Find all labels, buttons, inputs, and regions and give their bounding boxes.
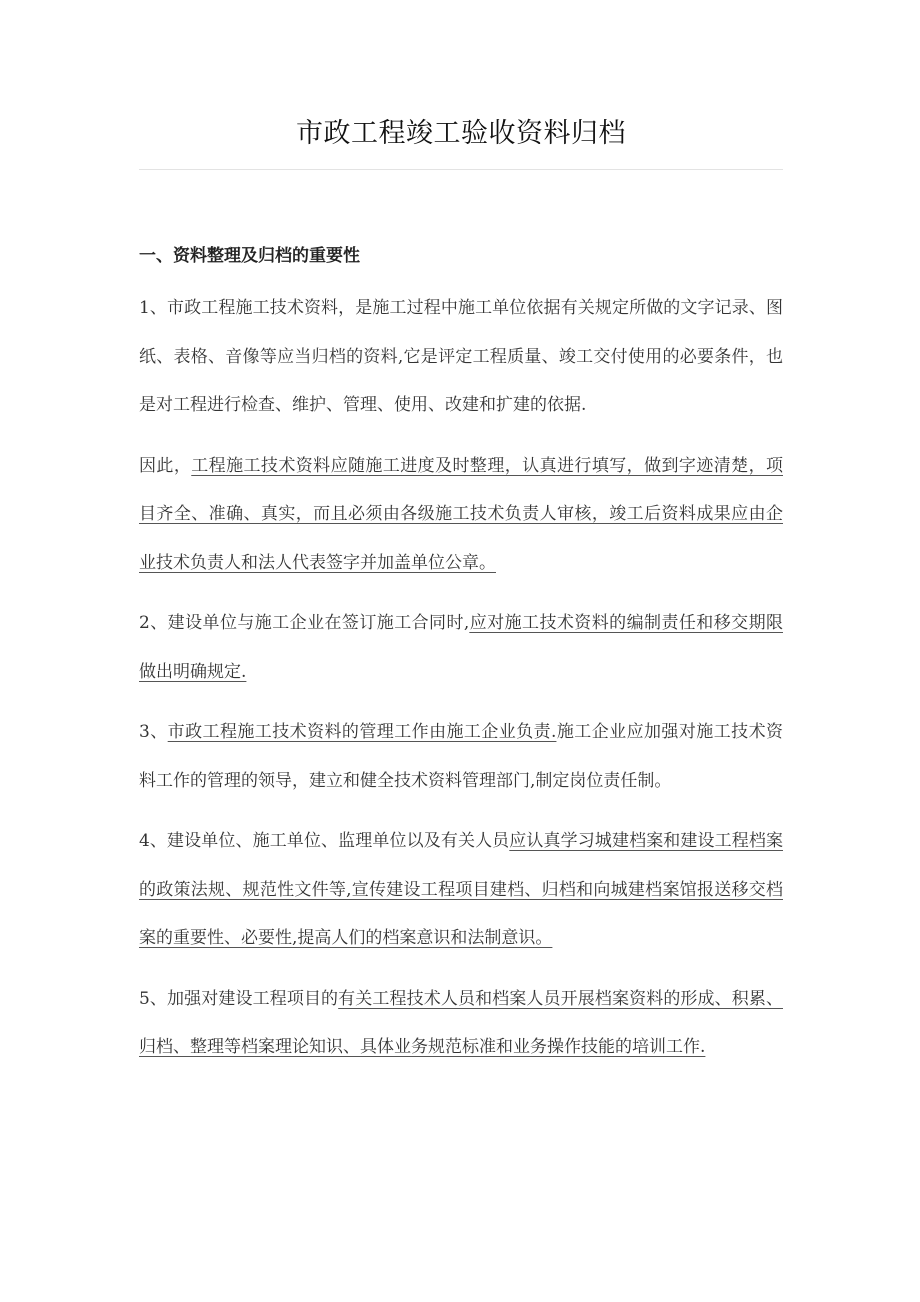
paragraph-4-tail: 施工企业应加强对施工技术资料工作的管理的领导，建立和健全技术资料管理部门,制定岗位责任制。 (139, 722, 783, 791)
paragraph-2 (139, 442, 783, 588)
paragraph-6-lead: 5、加强对建设工程项目的 (139, 988, 339, 1009)
paragraph-4-lead: 3、 (139, 722, 168, 742)
paragraph-4 (139, 708, 783, 805)
title-divider (139, 169, 783, 170)
paragraph-2-underlined: 工程施工技术资料应随施工进度及时整理，认真进行填写，做到字迹清楚，项目齐全、准确、真实，而且必须由各级施工技术负责人审核，竣工后资料成果应由企业技术负责人和法人代表签字并加盖单位公章。 (139, 455, 783, 573)
paragraph-2-lead: 因此， (139, 455, 192, 476)
paragraph-6 (139, 975, 783, 1072)
paragraph-1 (139, 284, 783, 430)
paragraph-5-lead: 4、建设单位、施工单位、监理单位以及有关人员 (139, 831, 510, 851)
document-page (139, 0, 783, 1072)
paragraph-3 (139, 599, 783, 696)
document-title: 市政工程竣工验收资料归档 (296, 118, 626, 149)
paragraph-3-underlined: 应对施工技术资料的编制责任和移交期限做出明确规定. (139, 613, 783, 682)
paragraph-5-underlined: 应认真学习城建档案和建设工程档案的政策法规、规范性文件等,宣传建设工程项目建档、归档和向城建档案馆报送移交档案的重要性、必要性,提高人们的档案意识和法制意识。 (139, 831, 783, 948)
paragraph-6-underlined: 有关工程技术人员和档案人员开展档案资料的形成、积累、归档、整理等档案理论知识、具体业务规范标准和业务操作技能的培训工作. (139, 988, 783, 1057)
paragraph-3-lead: 2、建设单位与施工企业在签订施工合同时, (139, 613, 470, 633)
paragraph-4-underlined: 市政工程施工技术资料的管理工作由施工企业负责. (167, 722, 557, 742)
paragraph-1-text: 1、市政工程施工技术资料，是施工过程中施工单位依据有关规定所做的文字记录、图纸、表格、音像等应当归档的资料,它是评定工程质量、竣工交付使用的必要条件，也是对工程进行检查、维护、管理、使用、改建和扩建的依据. (139, 298, 783, 415)
paragraph-5 (139, 817, 783, 963)
section-heading: 一、资料整理及归档的重要性 (139, 246, 360, 266)
